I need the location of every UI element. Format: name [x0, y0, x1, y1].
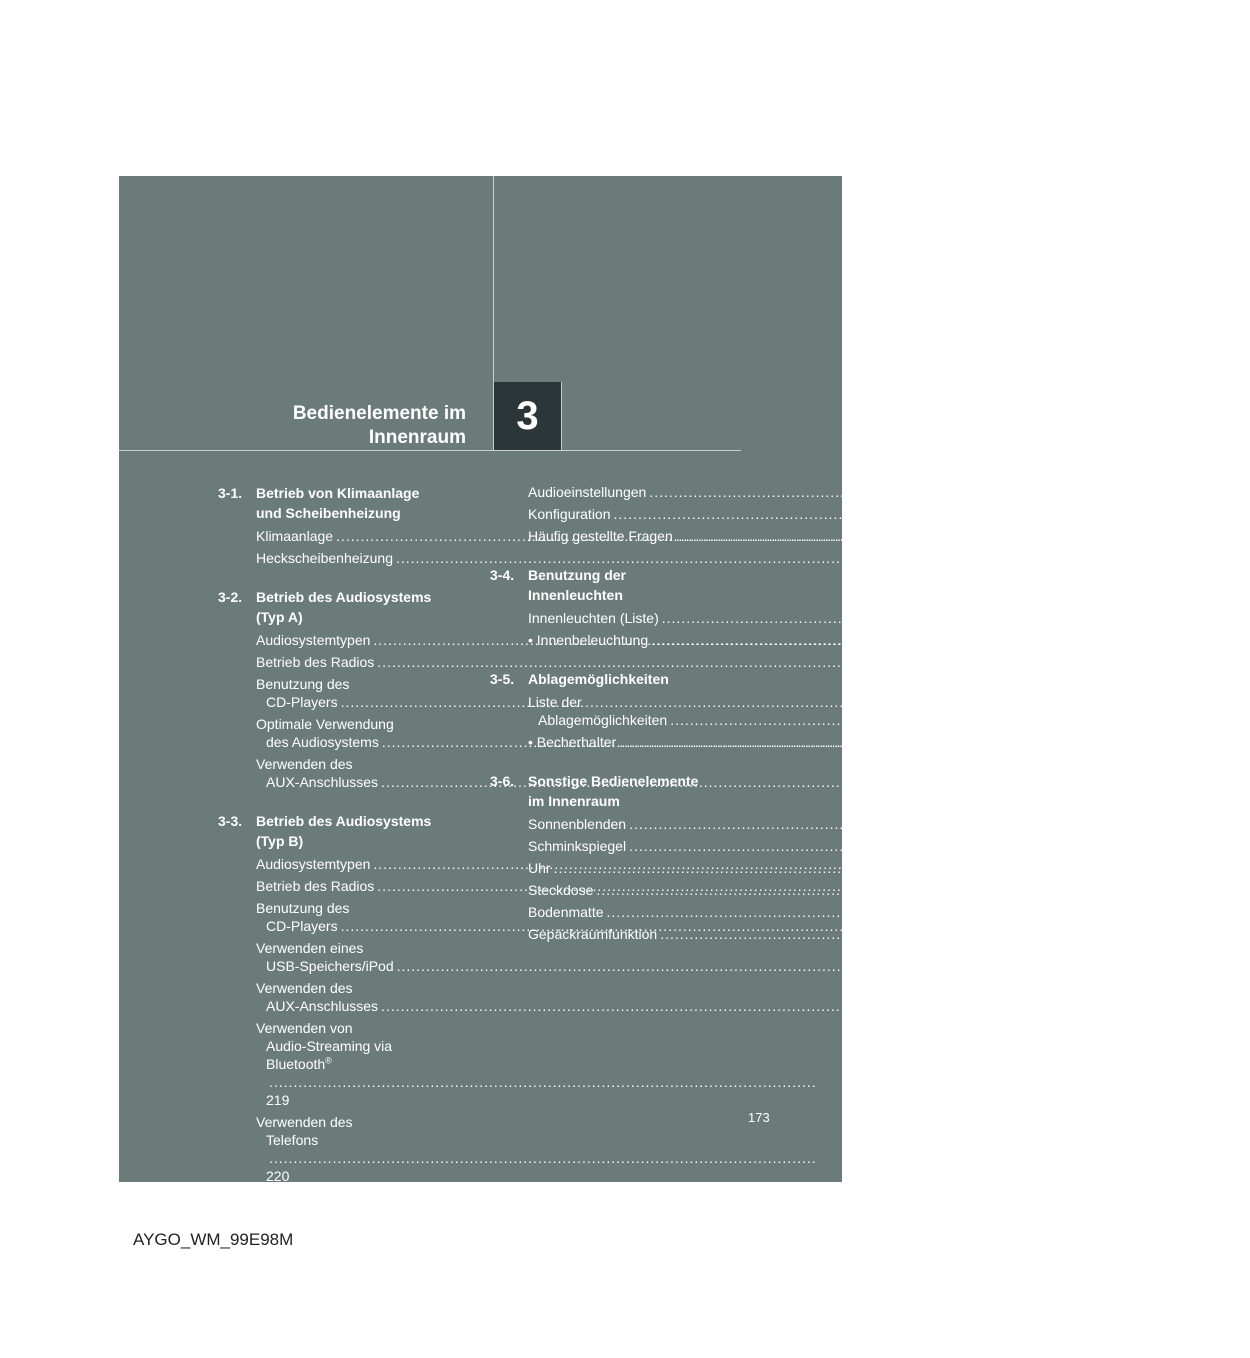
toc-entry-text: • Becherhalter: [528, 734, 617, 750]
toc-entry-text: Ablagemöglichkeiten: [538, 712, 668, 728]
chapter-number-box: [493, 382, 562, 450]
toc-entry-text: Heckscheibenheizung: [256, 550, 393, 566]
toc-entry-text: Schminkspiegel: [528, 838, 627, 854]
toc-entry[interactable]: [490, 483, 1224, 501]
toc-page-number: 237: [1201, 632, 1226, 648]
toc-section-heading: [490, 565, 740, 605]
toc-entry-row: [256, 653, 952, 671]
toc-section-title-line: Betrieb des Audiosystems: [256, 589, 432, 605]
toc-section-title-line: im Innenraum: [528, 793, 620, 809]
toc-leader-dots: [651, 632, 1199, 648]
toc-entry-text: Häufig gestellte Fragen: [528, 528, 673, 544]
toc-leader-dots: [381, 998, 929, 1014]
toc-page-number: 228: [1199, 484, 1224, 500]
toc-entry-telefon[interactable]: [218, 1113, 468, 1185]
document-code: AYGO_WM_99E98M: [133, 1230, 294, 1249]
toc-entry[interactable]: [490, 609, 1236, 627]
toc-page-number: 241: [1179, 838, 1204, 854]
toc-entry-text: AUX-Anschlusses: [266, 774, 379, 790]
chapter-title-line2: Innenraum: [368, 427, 466, 448]
toc-entry-text: Bluetooth®: [266, 1055, 332, 1072]
toc-leader-dots: [629, 816, 1177, 832]
toc-entry-row: [528, 837, 1204, 855]
toc-page-number: 199: [924, 856, 948, 872]
toc-entry-line: Optimale Verwendung: [256, 716, 394, 732]
toc-entry-row: [528, 483, 1224, 501]
toc-section-number: 3-3.: [218, 813, 243, 829]
toc-section-number: 3-2.: [218, 589, 243, 605]
toc-section-title: [528, 771, 698, 811]
toc-entry[interactable]: [218, 979, 956, 1015]
toc-section-title-line: Betrieb von Klimaanlage: [256, 485, 420, 501]
toc-page-number: 182: [946, 550, 970, 566]
toc-leader-dots: [596, 882, 1144, 898]
toc-entry-text: Telefons: [266, 1132, 319, 1148]
toc-entry[interactable]: [218, 653, 952, 671]
vertical-divider: [493, 176, 494, 382]
toc-entry[interactable]: [218, 549, 970, 567]
toc-leader-dots: [269, 1150, 817, 1166]
toc-entry-text: AUX-Anschlusses: [266, 998, 379, 1014]
toc-entry-text: Innenleuchten (Liste): [528, 610, 659, 626]
toc-page-number: 219: [266, 1092, 290, 1108]
toc-leader-dots: [629, 838, 1177, 854]
toc-section-heading: [490, 669, 740, 689]
toc-page-number: 185: [927, 654, 952, 670]
toc-leader-dots: [660, 926, 1208, 942]
toc-entry-line: Verwenden des: [256, 980, 353, 996]
toc-entry-text: Audioeinstellungen: [528, 484, 647, 500]
toc-entry-line: Verwenden eines: [256, 940, 364, 956]
toc-entry-row: [256, 997, 956, 1015]
toc-page-number: 220: [266, 1168, 290, 1184]
toc-leader-dots: [676, 528, 1224, 544]
horizontal-divider: [119, 450, 741, 451]
toc-entry-text: Uhr: [528, 860, 551, 876]
toc-entry-text: Audiosystemtypen: [256, 632, 371, 648]
toc-entry-line: Benutzung des: [256, 900, 350, 916]
toc-entry[interactable]: [490, 837, 1204, 855]
toc-section-title-line: und Scheibenheizung: [256, 505, 401, 521]
toc-entry-line: Verwenden von: [256, 1020, 353, 1036]
toc-section-number: 3-6.: [490, 773, 515, 789]
toc-page-number: 246: [1157, 904, 1181, 920]
toc-leader-dots: [662, 610, 1210, 626]
toc-page-number: 242: [1104, 860, 1128, 876]
toc-section-title-line: Innenleuchten: [528, 587, 623, 603]
toc-entry-line: Benutzung des: [256, 676, 350, 692]
toc-section-title: [528, 669, 669, 689]
toc-entry-line: Verwenden des: [256, 756, 353, 772]
toc-entry-text: Steckdose: [528, 882, 594, 898]
toc-section-number: 3-1.: [218, 485, 243, 501]
toc-entry-row: [528, 711, 1245, 729]
toc-entry-text: Audiosystemtypen: [256, 856, 371, 872]
toc-entry-row: [528, 815, 1204, 833]
toc-entry[interactable]: [490, 505, 1188, 523]
toc-page-number: 230: [1164, 506, 1188, 522]
toc-entry-text: USB-Speichers/iPod: [266, 958, 394, 974]
toc-page-number: 248: [1210, 926, 1235, 942]
toc-entry-text: Gepäckraumfunktion: [528, 926, 658, 942]
toc-page-number: 245: [1147, 882, 1171, 898]
toc-entry-row: [256, 957, 971, 975]
toc-page-number: 238: [1220, 712, 1245, 728]
toc-section-title: [528, 565, 626, 605]
toc-entry[interactable]: [218, 939, 971, 975]
toc-entry-row: [528, 609, 1236, 627]
toc-entry-text: Bodenmatte: [528, 904, 604, 920]
toc-section-title-line: Benutzung der: [528, 567, 626, 583]
toc-page-number: 239: [1169, 734, 1194, 750]
toc-page-number: 196: [932, 734, 956, 750]
toc-entry-line: Verwenden des: [256, 1114, 353, 1130]
toc-section-heading: [218, 587, 468, 627]
toc-leader-dots: [670, 712, 1218, 728]
toc-leader-dots: [607, 904, 1155, 920]
toc-section-title-line: (Typ A): [256, 609, 303, 625]
toc-entry-text: Betrieb des Radios: [256, 878, 375, 894]
toc-entry-row: [528, 903, 1181, 921]
toc-page-number: 183: [924, 632, 948, 648]
toc-entry-text: CD-Players: [266, 694, 338, 710]
toc-section-number: 3-5.: [490, 671, 515, 687]
toc-entry-text: Klimaanlage: [256, 528, 334, 544]
toc-section-heading: [218, 483, 468, 523]
toc-page-number: 201: [927, 878, 952, 894]
toc-page-number: 174: [886, 528, 911, 544]
toc-section-title-line: (Typ B): [256, 833, 304, 849]
toc-entry-line: Liste der: [528, 694, 582, 710]
toc-section-title-line: Ablagemöglichkeiten: [528, 671, 669, 687]
toc-page-number: 218: [931, 998, 956, 1014]
toc-entry-row: [256, 549, 970, 567]
toc-section-title: [256, 587, 431, 627]
toc-entry-row: [528, 505, 1188, 523]
toc-page-number: 190: [891, 694, 915, 710]
page-number: 173: [748, 1110, 770, 1125]
toc-entry-line: Audio-Streaming via: [266, 1038, 393, 1054]
chapter-title: [293, 402, 466, 450]
toc-entry-bluetooth[interactable]: [218, 1019, 468, 1109]
toc-entry-text: des Audiosystems: [266, 734, 379, 750]
toc-section-heading: [218, 811, 468, 851]
toc-leader-dots: [269, 1074, 817, 1090]
toc-section-number: 3-4.: [490, 567, 515, 583]
toc-leader-dots: [554, 860, 1102, 876]
chapter-number: 3: [516, 393, 539, 438]
toc-page-number: 240: [1179, 816, 1204, 832]
toc-page-number: 232: [1226, 528, 1250, 544]
toc-leader-dots: [649, 484, 1197, 500]
toc-entry-text: Sonnenblenden: [528, 816, 627, 832]
chapter-title-line1: Bedienelemente im: [292, 403, 466, 424]
toc-leader-dots: [619, 734, 1167, 750]
toc-page-number: 198: [931, 774, 956, 790]
toc-entry-text: CD-Players: [266, 918, 338, 934]
toc-section-title-line: Sonstige Bedienelemente: [528, 773, 699, 789]
toc-page-number: 237: [1212, 610, 1236, 626]
toc-page-number: 205: [891, 918, 915, 934]
toc-section-title-line: Betrieb des Audiosystems: [256, 813, 432, 829]
toc-entry[interactable]: [490, 903, 1181, 921]
toc-entry-text: • Innenbeleuchtung: [528, 632, 649, 648]
toc-entry[interactable]: [490, 815, 1204, 833]
toc-entry-text: Betrieb des Radios: [256, 654, 375, 670]
toc-section-title: [256, 483, 419, 523]
toc-section-heading: [490, 771, 740, 811]
toc-leader-dots: [614, 506, 1162, 522]
toc-section-title: [256, 811, 431, 851]
toc-entry-text: Konfiguration: [528, 506, 611, 522]
toc-page-number: 212: [947, 958, 971, 974]
